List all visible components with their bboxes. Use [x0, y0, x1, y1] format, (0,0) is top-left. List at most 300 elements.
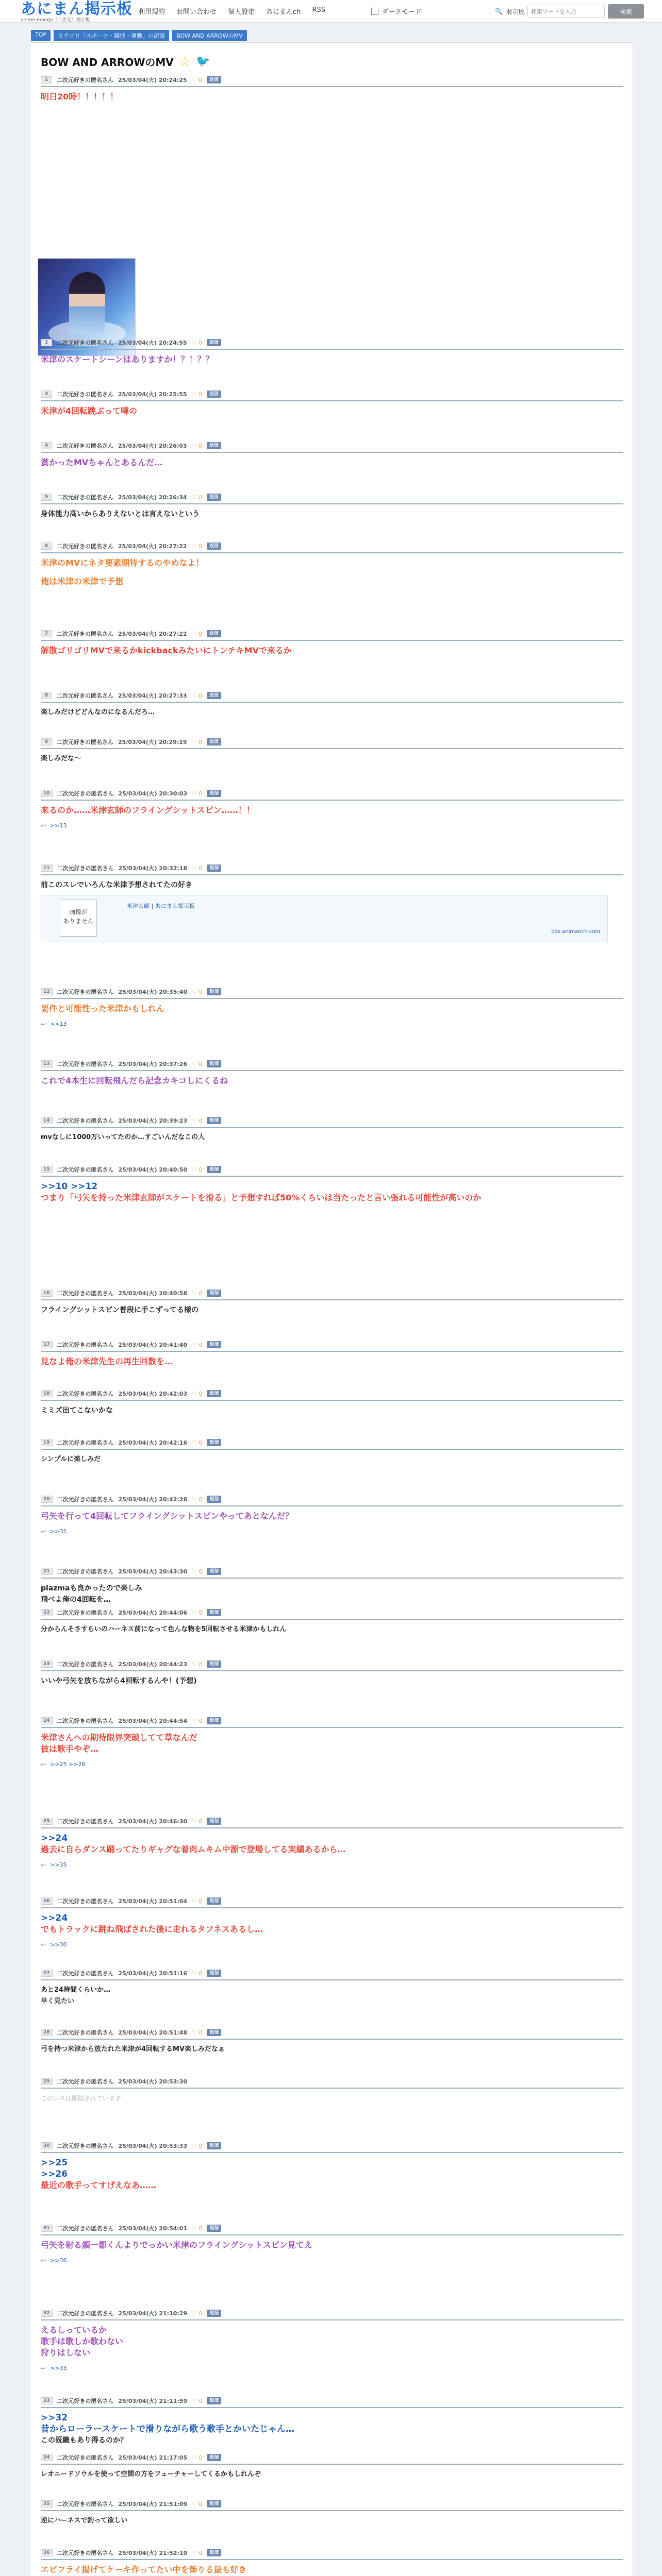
- reply-button[interactable]: 返信: [207, 2454, 221, 2461]
- post-body: [41, 1908, 623, 1951]
- like-count: 0: [198, 543, 202, 550]
- like-button[interactable]: [192, 1061, 202, 1067]
- like-button[interactable]: [192, 2143, 202, 2149]
- post-text-line: この既織もあり得るのか？: [41, 2436, 127, 2445]
- post-31: [41, 2222, 623, 2266]
- post-body: [41, 801, 623, 832]
- poster-name: 二次元好きの匿名さん: [57, 2398, 114, 2404]
- post-date: 25/03/04(火) 21:51:09: [118, 2501, 188, 2507]
- reply-button[interactable]: 返信: [207, 1117, 221, 1124]
- heart-icon: ♡: [192, 1060, 199, 1067]
- post-number[interactable]: 29: [41, 2078, 53, 2085]
- post-22: [41, 1606, 623, 1635]
- reply-button[interactable]: 返信: [207, 1660, 221, 1668]
- post-text-line: 早く見たい: [41, 1997, 75, 2005]
- post-10: [41, 787, 623, 832]
- reply-button[interactable]: 返信: [207, 442, 221, 449]
- post-body: [41, 401, 623, 417]
- poster-name: 二次元好きの匿名さん: [57, 1970, 114, 1977]
- post-date: 25/03/04(火) 20:44:23: [118, 1661, 188, 1668]
- post-header: [41, 388, 623, 401]
- breadcrumb-thread[interactable]: BOW AND ARROWのMV: [172, 30, 246, 41]
- like-button[interactable]: [192, 2550, 202, 2556]
- reply-button[interactable]: 返信: [207, 790, 221, 797]
- page-title: BOW AND ARROWのMV: [41, 56, 174, 69]
- post-18: [41, 1387, 623, 1416]
- post-text-line: でもトラックに跳ね飛ばされた後に走れるタフネスあるし…: [41, 1924, 263, 1934]
- reply-button[interactable]: 返信: [207, 1390, 221, 1397]
- post-number[interactable]: 5: [41, 494, 52, 501]
- reply-arrow-icon: ↩: [41, 1761, 46, 1768]
- post-header: [41, 1338, 623, 1352]
- post-date: 25/03/04(火) 20:53:30: [118, 2078, 188, 2085]
- like-button[interactable]: [192, 1568, 202, 1575]
- post-35: [41, 2498, 623, 2527]
- post-text-line[interactable]: 昔からローラースケートで滑りながら歌う歌手とかいたじゃん…: [41, 2424, 295, 2434]
- reply-button[interactable]: 返信: [207, 1970, 221, 1977]
- search-bar: [495, 4, 644, 19]
- post-text-line: 飛べよ俺の4回転を…: [41, 1596, 111, 1604]
- heart-icon: ♡: [192, 865, 199, 872]
- like-count: 0: [198, 2397, 203, 2404]
- like-count: 0: [198, 339, 202, 346]
- post-body: [41, 703, 623, 718]
- post-date: 25/03/04(火) 20:25:55: [118, 391, 187, 398]
- like-button[interactable]: [192, 631, 202, 637]
- post-text: レオニードソウルを使って空間の方をフューチャーしてくるかもしれんぞ: [41, 2470, 261, 2478]
- reply-anchor[interactable]: >>35: [50, 1861, 67, 1868]
- like-button[interactable]: [192, 989, 202, 995]
- post-body: [41, 749, 623, 765]
- post-text: 米津さんへの期待限界突破してて草なんだ: [41, 1733, 197, 1742]
- post-date: 25/03/04(火) 20:42:28: [118, 1496, 188, 1503]
- like-button[interactable]: [192, 340, 202, 346]
- heart-icon: ♡: [192, 1117, 199, 1124]
- like-count: 0: [198, 2310, 203, 2317]
- breadcrumb-top[interactable]: TOP: [31, 30, 51, 41]
- post-body: [41, 2465, 623, 2480]
- header-nav: [138, 6, 325, 16]
- post-number[interactable]: 33: [41, 2397, 53, 2404]
- reply-button[interactable]: 返信: [207, 630, 221, 637]
- like-count: 0: [198, 2549, 203, 2556]
- post-number[interactable]: 13: [41, 1060, 53, 1067]
- like-button[interactable]: [192, 1609, 202, 1616]
- post-16: [41, 1287, 623, 1316]
- post-date: 25/03/04(火) 20:42:16: [118, 1439, 188, 1446]
- post-number[interactable]: 36: [41, 2549, 53, 2556]
- post-number[interactable]: 20: [41, 1496, 53, 1503]
- like-button[interactable]: [192, 739, 202, 745]
- nav-contact[interactable]: お問い合わせ: [176, 8, 217, 16]
- post-number[interactable]: 10: [41, 790, 53, 797]
- link-card[interactable]: [41, 895, 608, 942]
- reply-anchor[interactable]: >>31: [50, 1528, 67, 1535]
- post-text: えるしっているか: [41, 2325, 107, 2335]
- post-number[interactable]: 11: [41, 865, 53, 872]
- post-number[interactable]: 32: [41, 2310, 53, 2317]
- post-body: [41, 1728, 623, 1770]
- post-1: [41, 74, 623, 103]
- post-header: [41, 1493, 623, 1506]
- like-button[interactable]: [192, 1661, 202, 1668]
- reply-button[interactable]: 返信: [207, 2029, 221, 2036]
- post-number[interactable]: 15: [41, 1166, 53, 1173]
- post-text[interactable]: >>25: [41, 2158, 68, 2168]
- post-27: [41, 1967, 623, 2007]
- post-header: [41, 2222, 623, 2235]
- like-button[interactable]: [192, 2398, 202, 2404]
- reply-arrow-icon: ↩: [41, 822, 46, 829]
- post-13: [41, 1058, 623, 1087]
- search-button[interactable]: 検索: [608, 4, 644, 19]
- post-text: 賞かったMVちゃんとあるんだ…: [41, 457, 163, 467]
- post-header: [41, 2547, 623, 2560]
- like-button[interactable]: [192, 2225, 202, 2232]
- post-text-line: 歌手は歌しか歌わない: [41, 2336, 124, 2346]
- poster-name: 二次元好きの匿名さん: [57, 865, 114, 872]
- post-number[interactable]: 8: [41, 692, 52, 699]
- post-body: [41, 1401, 623, 1416]
- reply-anchor[interactable]: >>13: [50, 1021, 67, 1027]
- poster-name: 二次元好きの匿名さん: [57, 543, 113, 550]
- post-20: [41, 1493, 623, 1537]
- thread-title-row: [41, 54, 210, 69]
- reply-button[interactable]: 返信: [207, 2397, 221, 2404]
- poster-name: 二次元好きの匿名さん: [57, 1391, 114, 1397]
- reply-button[interactable]: 返信: [207, 2500, 221, 2507]
- post-date: 25/03/04(火) 20:26:34: [118, 494, 187, 501]
- reply-button[interactable]: 返信: [207, 1341, 221, 1348]
- post-body: [41, 2153, 623, 2191]
- reply-button[interactable]: 返信: [207, 76, 221, 83]
- like-count: 0: [198, 2500, 203, 2507]
- post-text[interactable]: >>24: [41, 1833, 68, 1843]
- post-2: [41, 336, 623, 365]
- heart-icon: ♡: [192, 1496, 199, 1503]
- twitter-share-icon[interactable]: 🐦: [196, 55, 210, 68]
- like-button[interactable]: [192, 543, 202, 550]
- like-button[interactable]: [192, 1818, 202, 1825]
- post-text: 楽しみだけどどんなのになるんだろ…: [41, 708, 155, 716]
- like-button[interactable]: [192, 1166, 202, 1173]
- reply-button[interactable]: 返信: [207, 1290, 221, 1297]
- post-number[interactable]: 27: [41, 1970, 53, 1977]
- reply-button[interactable]: 返信: [207, 865, 221, 872]
- post-header: [41, 862, 623, 875]
- post-header: [41, 2026, 623, 2040]
- like-button[interactable]: [192, 2310, 202, 2317]
- poster-name: 二次元好きの匿名さん: [57, 1568, 114, 1575]
- post-number[interactable]: 24: [41, 1717, 53, 1724]
- like-button[interactable]: [192, 494, 202, 501]
- post-header: [41, 2075, 623, 2089]
- reply-button[interactable]: 返信: [207, 1818, 221, 1825]
- post-header: [41, 336, 623, 350]
- reply-button[interactable]: 返信: [207, 339, 221, 346]
- heart-icon: ♡: [192, 1609, 199, 1616]
- dark-mode-toggle[interactable]: [371, 6, 421, 16]
- like-count: 0: [198, 2029, 203, 2036]
- heart-icon: ♡: [192, 1290, 199, 1297]
- post-6: [41, 540, 623, 587]
- post-body: [41, 1828, 623, 1871]
- post-text: 要件と可能性った米津かもしれん: [41, 1004, 165, 1013]
- link-title[interactable]: 米津玄師 | あにまん掲示板: [127, 903, 195, 909]
- post-body: [41, 1620, 623, 1635]
- like-button[interactable]: [192, 1496, 202, 1503]
- post-number[interactable]: 14: [41, 1117, 53, 1124]
- like-button[interactable]: [192, 2454, 202, 2461]
- post-text: 弓矢を行って4回転してフライングシットスピンやってあとなんだ？: [41, 1511, 293, 1521]
- heart-icon: ♡: [192, 790, 199, 797]
- nav-rss[interactable]: RSS: [312, 6, 325, 14]
- post-date: 25/03/04(火) 21:11:59: [118, 2398, 188, 2404]
- reply-button[interactable]: 返信: [207, 1060, 221, 1067]
- post-23: [41, 1658, 623, 1687]
- reply-arrow-icon: ↩: [41, 1021, 46, 1028]
- like-count: 0: [198, 391, 202, 398]
- post-number[interactable]: 26: [41, 1897, 53, 1905]
- like-button[interactable]: [192, 1970, 202, 1977]
- post-number[interactable]: 17: [41, 1341, 53, 1348]
- post-date: 25/03/04(火) 20:51:16: [118, 1970, 188, 1977]
- post-body: [41, 2511, 623, 2527]
- post-date: 25/03/04(火) 20:24:55: [118, 340, 187, 346]
- post-date: 25/03/04(火) 20:32:18: [118, 865, 188, 872]
- post-number[interactable]: 1: [41, 76, 52, 83]
- reply-button[interactable]: 返信: [207, 1439, 221, 1446]
- like-count: 0: [198, 494, 202, 501]
- heart-icon: ♡: [191, 738, 198, 745]
- reply-arrow-icon: ↩: [41, 1941, 46, 1948]
- no-image-placeholder: 画像が ありません: [60, 900, 97, 937]
- post-body: [41, 875, 623, 942]
- poster-name: 二次元好きの匿名さん: [57, 494, 113, 501]
- post-number[interactable]: 12: [41, 988, 53, 995]
- post-date: 25/03/04(火) 20:40:58: [118, 1290, 188, 1297]
- like-button[interactable]: [192, 77, 202, 83]
- reply-button[interactable]: 返信: [207, 391, 221, 398]
- poster-name: 二次元好きの匿名さん: [57, 77, 113, 83]
- dark-mode-label: ダークモード: [382, 8, 422, 16]
- heart-icon: ♡: [192, 2142, 199, 2149]
- post-date: 25/03/04(火) 20:44:06: [118, 1609, 188, 1616]
- nav-settings[interactable]: 個人設定: [228, 8, 255, 16]
- post-date: 25/03/04(火) 20:30:03: [118, 790, 188, 797]
- reply-anchor[interactable]: >>33: [50, 2365, 67, 2371]
- post-number[interactable]: 34: [41, 2454, 53, 2461]
- reply-button[interactable]: 返信: [207, 1568, 221, 1575]
- heart-icon: ♡: [192, 1341, 199, 1348]
- like-count: 0: [198, 2454, 203, 2461]
- post-header: [41, 736, 623, 749]
- post-date: 25/03/04(火) 20:27:22: [118, 631, 187, 637]
- post-header: [41, 1058, 623, 1071]
- post-26: [41, 1895, 623, 1951]
- post-number[interactable]: 16: [41, 1290, 53, 1297]
- post-text: 弓を持つ米津から放たれた米津が4回転するMV楽しみだなぁ: [41, 2045, 225, 2053]
- post-21: [41, 1565, 623, 1605]
- post-number[interactable]: 3: [41, 391, 52, 398]
- post-date: 25/03/04(火) 20:51:04: [118, 1898, 188, 1905]
- like-button[interactable]: [192, 790, 202, 797]
- logo-subtitle: anime-manga（二次元）掲示板: [21, 18, 90, 23]
- like-button[interactable]: [192, 865, 202, 872]
- post-text[interactable]: >>32: [41, 2413, 68, 2423]
- post-number[interactable]: 18: [41, 1390, 53, 1397]
- reply-button[interactable]: 返信: [207, 738, 221, 745]
- post-date: 25/03/04(火) 20:54:01: [118, 2225, 188, 2232]
- post-number[interactable]: 21: [41, 1568, 53, 1575]
- like-count: 0: [198, 442, 202, 449]
- post-date: 25/03/04(火) 20:51:48: [118, 2029, 188, 2036]
- heart-icon: ♡: [192, 1717, 199, 1724]
- post-body: [41, 2235, 623, 2266]
- post-number[interactable]: 23: [41, 1660, 53, 1668]
- post-date: 25/03/04(火) 20:24:25: [118, 77, 187, 83]
- nav-terms[interactable]: 利用規約: [138, 8, 166, 16]
- reply-links: [41, 820, 623, 832]
- poster-name: 二次元好きの匿名さん: [57, 1496, 114, 1503]
- like-count: 0: [198, 1609, 203, 1616]
- post-text[interactable]: >>10 >>12: [41, 1181, 98, 1192]
- poster-name: 二次元好きの匿名さん: [57, 2310, 114, 2317]
- reply-button[interactable]: 返信: [207, 1609, 221, 1616]
- breadcrumb-category[interactable]: カテゴリ「スポーツ・競技・運動」の記事: [54, 30, 169, 41]
- like-count: 0: [198, 1117, 203, 1124]
- post-number[interactable]: 19: [41, 1439, 53, 1446]
- dark-mode-checkbox[interactable]: [371, 8, 378, 15]
- post-number[interactable]: 28: [41, 2029, 53, 2036]
- post-number[interactable]: 7: [41, 630, 52, 637]
- reply-links: [41, 2363, 623, 2374]
- post-text-line[interactable]: >>26: [41, 2169, 68, 2179]
- reply-anchor[interactable]: >>30: [50, 1941, 67, 1948]
- like-count: 0: [198, 1897, 203, 1905]
- like-button[interactable]: [192, 2501, 202, 2507]
- like-count: 0: [198, 1970, 203, 1977]
- like-count: 0: [198, 865, 203, 872]
- like-button[interactable]: [192, 1117, 202, 1124]
- like-button[interactable]: [192, 443, 202, 449]
- heart-icon: ♡: [192, 2500, 199, 2507]
- post-number[interactable]: 30: [41, 2142, 53, 2149]
- post-header: [41, 1436, 623, 1450]
- like-button[interactable]: [192, 1439, 202, 1446]
- post-15: [41, 1163, 623, 1204]
- post-header: [41, 1815, 623, 1828]
- reply-button[interactable]: 返信: [207, 543, 221, 550]
- reply-button[interactable]: 返信: [207, 692, 221, 699]
- post-text[interactable]: >>24: [41, 1913, 68, 1923]
- post-date: 25/03/04(火) 20:26:03: [118, 443, 187, 449]
- like-button[interactable]: [192, 692, 202, 699]
- post-date: 25/03/04(火) 20:43:30: [118, 1568, 188, 1575]
- post-header: [41, 439, 623, 453]
- heart-icon: ♡: [192, 2397, 199, 2404]
- site-logo[interactable]: [21, 1, 133, 23]
- post-5: [41, 491, 623, 520]
- post-11: [41, 862, 623, 942]
- heart-icon: ♡: [192, 1568, 199, 1575]
- post-date: 25/03/04(火) 20:46:30: [118, 1818, 188, 1825]
- reply-anchor[interactable]: >>36: [50, 2257, 67, 2264]
- post-number[interactable]: 22: [41, 1609, 53, 1616]
- reply-button[interactable]: 返信: [207, 2549, 221, 2556]
- like-count: 0: [198, 1290, 203, 1297]
- like-button[interactable]: [192, 1342, 202, 1348]
- post-header: [41, 2307, 623, 2320]
- post-number[interactable]: 25: [41, 1818, 53, 1825]
- nav-animanch[interactable]: あにまんch: [266, 8, 301, 16]
- poster-name: 二次元好きの匿名さん: [57, 692, 113, 699]
- reply-button[interactable]: 返信: [207, 2310, 221, 2317]
- post-number[interactable]: 31: [41, 2225, 53, 2232]
- like-count: 0: [198, 1341, 203, 1348]
- favorite-star-icon[interactable]: ☆: [178, 54, 191, 70]
- post-body: [41, 1506, 623, 1537]
- post-header: [41, 1606, 623, 1620]
- like-button[interactable]: [192, 1898, 202, 1905]
- like-count: 0: [198, 630, 202, 637]
- post-text: シンプルに楽しみだ: [41, 1455, 101, 1463]
- reply-anchor[interactable]: >>13: [50, 822, 67, 829]
- like-button[interactable]: [192, 1290, 202, 1297]
- search-input[interactable]: [527, 5, 605, 18]
- heart-icon: ♡: [192, 2549, 199, 2556]
- heart-icon: ♡: [191, 76, 198, 83]
- reply-button[interactable]: 返信: [207, 494, 221, 501]
- search-icon: 🔍: [495, 8, 503, 15]
- like-button[interactable]: [192, 391, 202, 398]
- post-number[interactable]: 2: [41, 339, 52, 346]
- like-count: 0: [198, 1166, 203, 1173]
- poster-name: 二次元好きの匿名さん: [57, 1818, 114, 1825]
- post-text-line: 過去に自らダンス踊ってたりギャグな着肉ムキム中源で登場してる実績あるから…: [41, 1844, 346, 1854]
- post-date: 25/03/04(火) 21:17:05: [118, 2454, 188, 2461]
- like-button[interactable]: [192, 1391, 202, 1397]
- reply-button[interactable]: 返信: [207, 2225, 221, 2232]
- post-text: 分からんそさすらいのハーネス前になって色んな物を5回転させる米津かもしれん: [41, 1625, 287, 1633]
- reply-button[interactable]: 返信: [207, 1166, 221, 1173]
- reply-button[interactable]: 返信: [207, 1897, 221, 1905]
- post-number[interactable]: 9: [41, 738, 52, 745]
- reply-button[interactable]: 返信: [207, 2142, 221, 2149]
- like-count: 0: [198, 1390, 203, 1397]
- post-header: [41, 1658, 623, 1671]
- post-text: フライングシットスピン普段に手こずってる様の: [41, 1306, 199, 1314]
- post-number[interactable]: 35: [41, 2500, 53, 2507]
- post-body: [41, 1579, 623, 1605]
- like-button[interactable]: [192, 2029, 202, 2036]
- post-8: [41, 689, 623, 718]
- reply-links: [41, 1939, 623, 1951]
- reply-button[interactable]: 返信: [207, 988, 221, 995]
- post-number[interactable]: 4: [41, 442, 52, 449]
- poster-name: 二次元好きの匿名さん: [57, 391, 113, 398]
- like-button[interactable]: [192, 1718, 202, 1724]
- reply-anchor[interactable]: >>25 >>26: [50, 1761, 86, 1768]
- reply-button[interactable]: 返信: [207, 1717, 221, 1724]
- post-number[interactable]: 6: [41, 543, 52, 550]
- heart-icon: ♡: [191, 543, 198, 550]
- post-date: 25/03/04(火) 20:41:40: [118, 1342, 188, 1348]
- reply-button[interactable]: 返信: [207, 1496, 221, 1503]
- poster-name: 二次元好きの匿名さん: [57, 2143, 114, 2149]
- poster-name: 二次元好きの匿名さん: [57, 2078, 114, 2085]
- like-count: 0: [198, 1439, 203, 1446]
